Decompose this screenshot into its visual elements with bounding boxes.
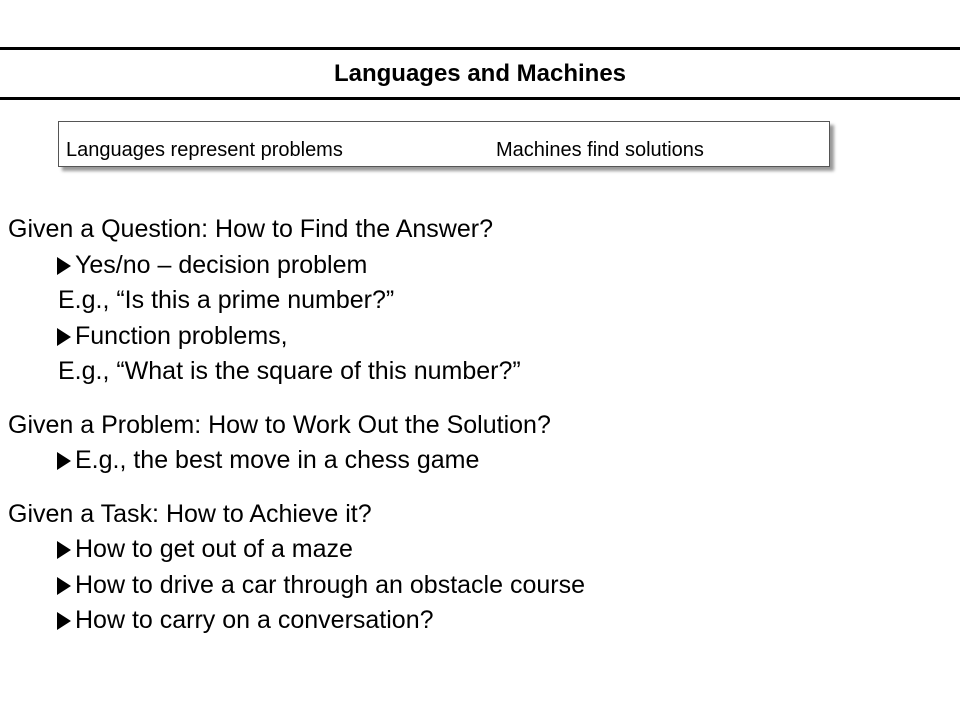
bullet-item bbox=[8, 248, 585, 284]
bullet-text: How to carry on a conversation? bbox=[75, 606, 434, 634]
bullet-text: How to drive a car through an obstacle course bbox=[75, 570, 585, 599]
example-text: E.g., “What is the square of this number?” bbox=[58, 357, 521, 385]
bullet-text: How to get out of a maze bbox=[75, 535, 353, 563]
bullet-text: Function problems, bbox=[75, 321, 288, 350]
arrow-bullet-icon bbox=[57, 541, 71, 559]
bullet-item bbox=[8, 319, 585, 355]
bullet-item bbox=[8, 603, 585, 639]
top-rule bbox=[0, 47, 960, 50]
section-question bbox=[8, 212, 585, 390]
section-task bbox=[8, 497, 585, 639]
slide-title: Languages and Machines bbox=[333, 60, 627, 87]
bullet-item bbox=[8, 443, 585, 479]
summary-banner bbox=[58, 121, 830, 167]
section-heading: Given a Problem: How to Work Out the Solution? bbox=[8, 410, 551, 439]
slide-content bbox=[8, 212, 585, 657]
arrow-bullet-icon bbox=[57, 452, 71, 470]
bullet-item bbox=[8, 532, 585, 568]
section-heading: Given a Question: How to Find the Answer? bbox=[8, 215, 493, 243]
arrow-bullet-icon bbox=[57, 328, 71, 346]
section-heading: Given a Task: How to Achieve it? bbox=[8, 499, 372, 528]
example-text: E.g., “Is this a prime number?” bbox=[58, 286, 395, 314]
section-problem bbox=[8, 408, 585, 479]
banner-right-text: Machines find solutions bbox=[496, 139, 704, 161]
arrow-bullet-icon bbox=[57, 612, 71, 630]
banner-left-text: Languages represent problems bbox=[66, 139, 343, 161]
bullet-text: Yes/no – decision problem bbox=[75, 250, 368, 279]
arrow-bullet-icon bbox=[57, 577, 71, 595]
arrow-bullet-icon bbox=[57, 257, 71, 275]
bullet-text: E.g., the best move in a chess game bbox=[75, 446, 480, 474]
bottom-rule bbox=[0, 97, 960, 100]
bullet-item bbox=[8, 568, 585, 604]
